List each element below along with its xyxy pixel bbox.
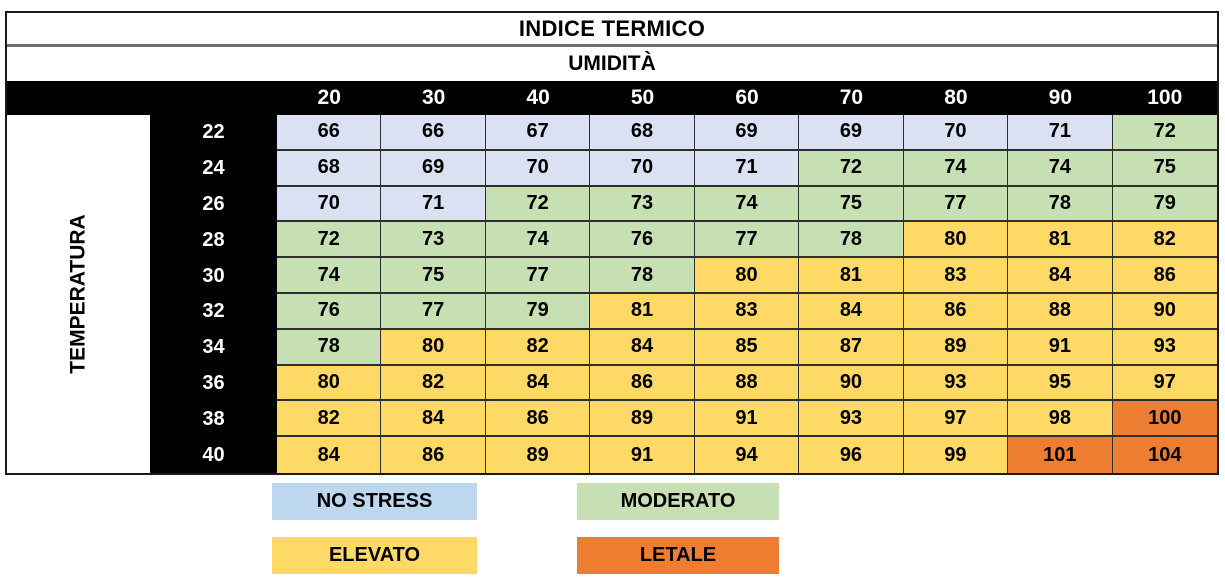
heat-index-value-cell: 98	[1008, 401, 1112, 437]
temperature-header-cell: 38	[150, 401, 277, 437]
heat-index-value-cell: 77	[904, 187, 1008, 223]
heat-index-value-cell: 82	[381, 366, 485, 402]
heat-index-value-cell: 84	[277, 437, 381, 473]
heat-index-value-cell: 104	[1113, 437, 1217, 473]
heat-index-value-cell: 84	[486, 366, 590, 402]
heat-index-value-cell: 77	[695, 222, 799, 258]
heat-index-value-cell: 77	[486, 258, 590, 294]
heat-index-value-cell: 72	[1113, 115, 1217, 151]
heat-index-value-cell: 72	[799, 151, 903, 187]
heat-index-value-cell: 68	[277, 151, 381, 187]
humidity-header-cell: 40	[486, 81, 590, 115]
heat-index-value-cell: 97	[1113, 366, 1217, 402]
heat-index-value-cell: 77	[381, 294, 485, 330]
humidity-header-cell: 60	[695, 81, 799, 115]
heat-index-value-cell: 87	[799, 330, 903, 366]
heat-index-value-cell: 73	[590, 187, 694, 223]
humidity-header-cell: 70	[799, 81, 903, 115]
heat-index-value-cell: 88	[1008, 294, 1112, 330]
heat-index-value-cell: 89	[904, 330, 1008, 366]
heat-index-value-cell: 86	[1113, 258, 1217, 294]
heat-index-value-cell: 78	[590, 258, 694, 294]
table-title-row	[7, 13, 1217, 47]
heat-index-value-cell: 81	[590, 294, 694, 330]
heat-index-value-cell: 71	[381, 187, 485, 223]
legend-item-elevato: ELEVATO	[272, 537, 477, 574]
heat-index-value-cell: 85	[695, 330, 799, 366]
heat-index-value-cell: 93	[904, 366, 1008, 402]
heat-index-value-cell: 86	[486, 401, 590, 437]
heat-index-value-cell: 91	[590, 437, 694, 473]
heat-index-value-cell: 74	[695, 187, 799, 223]
heat-index-value-cell: 66	[277, 115, 381, 151]
heat-index-value-cell: 82	[1113, 222, 1217, 258]
heat-index-value-cell: 89	[486, 437, 590, 473]
matrix-grid	[7, 81, 1217, 473]
table-title: INDICE TERMICO	[518, 15, 706, 41]
heat-index-value-cell: 86	[590, 366, 694, 402]
heat-index-value-cell: 90	[799, 366, 903, 402]
heat-index-value-cell: 74	[486, 222, 590, 258]
humidity-header-cell: 90	[1008, 81, 1112, 115]
heat-index-value-cell: 100	[1113, 401, 1217, 437]
heat-index-value-cell: 83	[695, 294, 799, 330]
heat-index-value-cell: 84	[1008, 258, 1112, 294]
temperature-header-cell: 22	[150, 115, 277, 151]
legend-item-no-stress: NO STRESS	[272, 483, 477, 520]
heat-index-value-cell: 93	[799, 401, 903, 437]
heat-index-value-cell: 101	[1008, 437, 1112, 473]
heat-index-value-cell: 69	[799, 115, 903, 151]
heat-index-value-cell: 88	[695, 366, 799, 402]
heat-index-value-cell: 75	[1113, 151, 1217, 187]
heat-index-value-cell: 80	[695, 258, 799, 294]
heat-index-value-cell: 82	[486, 330, 590, 366]
heat-index-value-cell: 95	[1008, 366, 1112, 402]
humidity-header-cell: 80	[904, 81, 1008, 115]
heat-index-value-cell: 75	[799, 187, 903, 223]
heat-index-value-cell: 70	[904, 115, 1008, 151]
heat-index-value-cell: 86	[381, 437, 485, 473]
heat-index-value-cell: 69	[695, 115, 799, 151]
temperature-header-cell: 36	[150, 366, 277, 402]
heat-index-value-cell: 74	[1008, 151, 1112, 187]
temperature-header-cell: 24	[150, 151, 277, 187]
heat-index-value-cell: 84	[381, 401, 485, 437]
temperature-header-cell: 34	[150, 330, 277, 366]
humidity-header-cell: 100	[1113, 81, 1217, 115]
heat-index-value-cell: 68	[590, 115, 694, 151]
heat-index-value-cell: 69	[381, 151, 485, 187]
heat-index-value-cell: 91	[1008, 330, 1112, 366]
temperature-header-cell: 32	[150, 294, 277, 330]
heat-index-value-cell: 86	[904, 294, 1008, 330]
heat-index-value-cell: 94	[695, 437, 799, 473]
heat-index-value-cell: 75	[381, 258, 485, 294]
heat-index-value-cell: 89	[590, 401, 694, 437]
temperature-axis-label: TEMPERATURA	[66, 214, 90, 374]
heat-index-value-cell: 76	[590, 222, 694, 258]
temperature-header-cell: 28	[150, 222, 277, 258]
heat-index-value-cell: 78	[799, 222, 903, 258]
heat-index-value-cell: 73	[381, 222, 485, 258]
heat-index-value-cell: 84	[590, 330, 694, 366]
heat-index-value-cell: 72	[486, 187, 590, 223]
heat-index-value-cell: 90	[1113, 294, 1217, 330]
humidity-axis-label: UMIDITÀ	[568, 52, 656, 75]
heat-index-value-cell: 80	[904, 222, 1008, 258]
humidity-header-cell: 20	[277, 81, 381, 115]
heat-index-value-cell: 91	[695, 401, 799, 437]
temperature-axis-cell	[7, 115, 150, 473]
heat-index-value-cell: 81	[1008, 222, 1112, 258]
heat-index-value-cell: 80	[381, 330, 485, 366]
heat-index-value-cell: 82	[277, 401, 381, 437]
heat-index-value-cell: 71	[1008, 115, 1112, 151]
heat-index-value-cell: 76	[277, 294, 381, 330]
heat-index-value-cell: 84	[799, 294, 903, 330]
heat-index-value-cell: 80	[277, 366, 381, 402]
heat-index-value-cell: 70	[590, 151, 694, 187]
heat-index-value-cell: 79	[486, 294, 590, 330]
heat-index-value-cell: 78	[277, 330, 381, 366]
heat-index-value-cell: 99	[904, 437, 1008, 473]
heat-index-table	[5, 11, 1219, 475]
heat-index-value-cell: 93	[1113, 330, 1217, 366]
heat-index-value-cell: 74	[277, 258, 381, 294]
heat-index-value-cell: 74	[904, 151, 1008, 187]
legend-item-letale: LETALE	[577, 537, 779, 574]
heat-index-value-cell: 71	[695, 151, 799, 187]
humidity-axis-row	[7, 47, 1217, 81]
heat-index-value-cell: 97	[904, 401, 1008, 437]
heat-index-value-cell: 72	[277, 222, 381, 258]
humidity-header-cell: 30	[381, 81, 485, 115]
heat-index-value-cell: 70	[277, 187, 381, 223]
heat-index-value-cell: 81	[799, 258, 903, 294]
heat-index-value-cell: 78	[1008, 187, 1112, 223]
heat-index-value-cell: 67	[486, 115, 590, 151]
heat-index-value-cell: 66	[381, 115, 485, 151]
temperature-header-cell: 40	[150, 437, 277, 473]
heat-index-value-cell: 83	[904, 258, 1008, 294]
temperature-header-cell: 30	[150, 258, 277, 294]
heat-index-value-cell: 96	[799, 437, 903, 473]
temperature-header-cell: 26	[150, 187, 277, 223]
heat-index-value-cell: 70	[486, 151, 590, 187]
legend-item-moderato: MODERATO	[577, 483, 779, 520]
header-corner-spacer	[7, 81, 277, 115]
humidity-header-cell: 50	[590, 81, 694, 115]
heat-index-value-cell: 79	[1113, 187, 1217, 223]
